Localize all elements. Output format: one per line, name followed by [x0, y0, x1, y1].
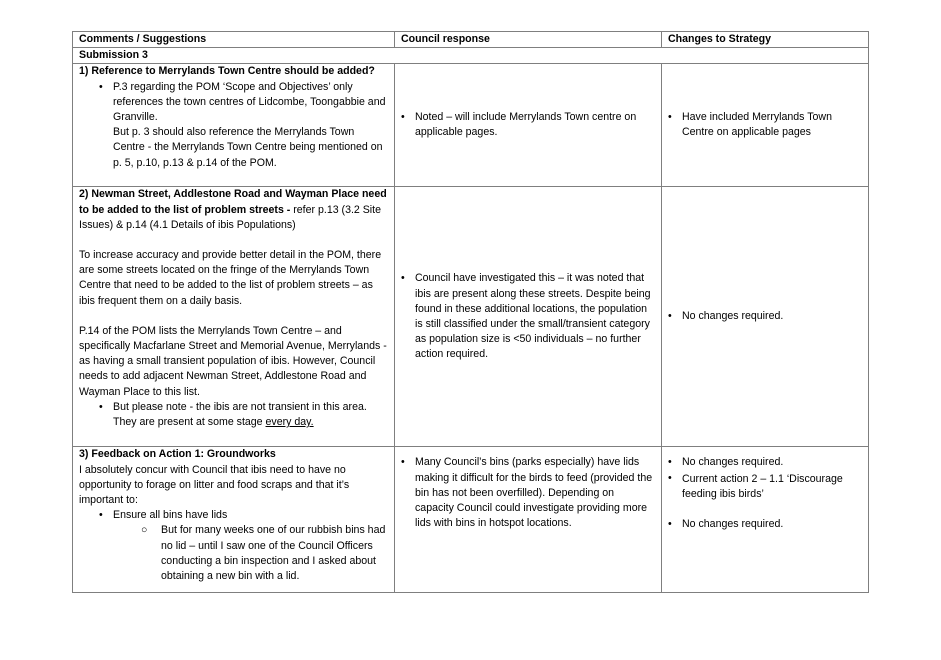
bullet-icon: • — [401, 272, 405, 285]
bullet-text: P.3 regarding the POM ‘Scope and Objectives’ only references the town centres of Lidcombe, Toongabbie and Granville. — [113, 80, 386, 124]
comment-title: 3) Feedback on Action 1: Groundworks — [79, 448, 276, 461]
changes-text: Current action 2 – 1.1 ‘Discourage feeding ibis birds’ — [682, 472, 843, 500]
comment-title-rest: refer p.13 (3.2 Site Issues) & p.14 (4.1 Details of ibis Populations) — [79, 203, 381, 231]
comment-paragraph: P.14 of the POM lists the Merrylands Town Centre – and specifically Macfarlane Street and Memorial Avenue, Merrylands - as having a small transient population of ibis. However, Council needs to add adjacent Newman Street, Addlestone Road and Wayman Place to this list. — [79, 324, 387, 398]
list-item — [79, 400, 388, 430]
bullet-icon: • — [668, 518, 672, 531]
bullet-icon: • — [99, 80, 103, 93]
list-item — [668, 517, 862, 532]
comment-cell — [73, 187, 395, 447]
bullet-icon: • — [401, 111, 405, 124]
bullet-icon: • — [668, 111, 672, 124]
sub-bullet-text: But for many weeks one of our rubbish bins had no lid – until I saw one of the Council Officers conducting a bin inspection and I asked about obtaining a new bin with a lid. — [161, 524, 386, 583]
response-text: Many Council’s bins (parks especially) have lids making it difficult for the birds to feed (provided the bin has not been overfilled). Depending on capacity Council could investigate providing more lids with bins in hotspot locations. — [415, 456, 653, 530]
comment-title-bold: 2) Newman Street, Addlestone Road and Wayman Place need to be added to the list of problem streets - — [79, 188, 387, 216]
response-cell — [395, 447, 662, 593]
continuation-text: But p. 3 should also reference the Merrylands Town Centre - the Merrylands Town Centre being mentioned on p. 5, p.10, p.13 & p.14 of the POM. — [113, 126, 383, 169]
table-row — [73, 64, 869, 187]
comment-cell — [73, 64, 395, 187]
list-item — [668, 309, 862, 324]
changes-cell — [662, 447, 869, 593]
list-item — [79, 80, 388, 126]
changes-text: No changes required. — [682, 456, 784, 469]
table-header-row — [73, 32, 869, 48]
comment-cell — [73, 447, 395, 593]
bullet-icon: • — [99, 400, 103, 413]
list-item — [668, 455, 862, 470]
bullet-icon: • — [401, 456, 405, 469]
response-cell — [395, 187, 662, 447]
list-item — [668, 471, 862, 502]
response-text: Noted – will include Merrylands Town centre on applicable pages. — [415, 111, 637, 139]
changes-cell — [662, 64, 869, 187]
table-row — [73, 447, 869, 593]
sub-list-item — [79, 523, 388, 584]
list-item — [401, 110, 655, 140]
bullet-icon: • — [668, 456, 672, 469]
response-cell — [395, 64, 662, 187]
bullet-text: But please note - the ibis are not transient in this area. They are present at some stage — [113, 400, 367, 429]
changes-text: No changes required. — [682, 310, 784, 323]
comment-paragraph: I absolutely concur with Council that ibis need to have no opportunity to forage on litter and food scraps and that it’s important to: — [79, 463, 350, 507]
comment-title: 1) Reference to Merrylands Town Centre should be added? — [79, 65, 375, 78]
bullet-icon: • — [99, 509, 103, 522]
header-changes: Changes to Strategy — [662, 32, 869, 48]
bullet-icon: • — [668, 471, 672, 484]
submission-label: Submission 3 — [73, 48, 869, 64]
response-text: Council have investigated this – it was noted that ibis are present along these streets. Despite being found in these additional locations, the population is still classified under the small/transient category as population size is <50 individuals – no further action required. — [415, 272, 651, 361]
list-item — [401, 271, 655, 362]
comment-title — [79, 187, 388, 233]
circle-bullet-icon: ○ — [141, 524, 148, 537]
changes-text: No changes required. — [682, 518, 784, 531]
list-item — [401, 455, 655, 531]
header-council-response: Council response — [395, 32, 662, 48]
bullet-underline-text: every day. — [265, 416, 314, 429]
changes-text: Have included Merrylands Town Centre on applicable pages — [682, 111, 832, 139]
header-comments: Comments / Suggestions — [73, 32, 395, 48]
submission-row — [73, 48, 869, 64]
bullet-text: Ensure all bins have lids — [113, 509, 228, 522]
table-row — [73, 187, 869, 447]
bullet-icon: • — [668, 310, 672, 323]
comment-paragraph: To increase accuracy and provide better detail in the POM, there are some streets located on the fringe of the Merrylands Town Centre that need to be added to the list of problem streets – as ibis frequent them on a daily basis. — [79, 249, 382, 307]
changes-cell — [662, 187, 869, 447]
list-item — [79, 508, 388, 523]
submissions-table — [72, 31, 869, 593]
list-item — [668, 110, 862, 140]
